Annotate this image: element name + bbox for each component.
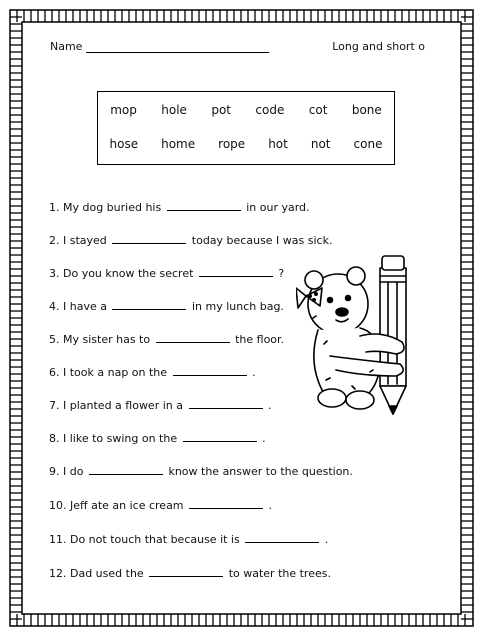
question-text: 4. I have a xyxy=(49,300,107,313)
question-text-end: the floor. xyxy=(235,333,285,346)
name-label: Name xyxy=(50,40,83,53)
word-bank-word: not xyxy=(310,137,331,151)
answer-blank[interactable] xyxy=(245,532,319,543)
word-bank-word: cone xyxy=(353,137,383,151)
word-bank-word: hose xyxy=(109,137,139,151)
word-bank-word: cot xyxy=(308,103,328,117)
word-bank-word: pot xyxy=(211,103,232,117)
answer-blank[interactable] xyxy=(89,464,163,475)
answer-blank[interactable] xyxy=(149,566,223,577)
question-text: 3. Do you know the secret xyxy=(49,267,194,280)
question-3 xyxy=(49,266,284,280)
word-bank xyxy=(97,91,395,165)
question-text: 12. Dad used the xyxy=(49,567,144,580)
question-text-end: . xyxy=(324,533,329,546)
answer-blank[interactable] xyxy=(199,266,273,277)
question-text: 7. I planted a flower in a xyxy=(49,399,183,412)
question-text: 1. My dog buried his xyxy=(49,201,162,214)
word-bank-row-2 xyxy=(98,137,394,151)
question-12 xyxy=(49,566,331,580)
word-bank-word: rope xyxy=(218,137,246,151)
question-text-end: to water the trees. xyxy=(228,567,331,580)
question-text: 11. Do not touch that because it is xyxy=(49,533,240,546)
question-6 xyxy=(49,365,256,379)
question-9 xyxy=(49,464,353,478)
word-bank-row-1 xyxy=(98,103,394,117)
question-text: 5. My sister has to xyxy=(49,333,151,346)
question-text-end: ? xyxy=(278,267,285,280)
question-10 xyxy=(49,498,272,512)
word-bank-word: bone xyxy=(351,103,382,117)
question-text: 10. Jeff ate an ice cream xyxy=(49,499,184,512)
word-bank-word: hot xyxy=(268,137,288,151)
answer-blank[interactable] xyxy=(173,365,247,376)
question-5 xyxy=(49,332,284,346)
answer-blank[interactable] xyxy=(156,332,230,343)
answer-blank[interactable] xyxy=(189,398,263,409)
question-text-end: know the answer to the question. xyxy=(168,465,353,478)
question-text-end: today because I was sick. xyxy=(191,234,333,247)
question-7 xyxy=(49,398,272,412)
question-4 xyxy=(49,299,284,313)
answer-blank[interactable] xyxy=(112,233,186,244)
word-bank-word: home xyxy=(161,137,196,151)
question-text: 9. I do xyxy=(49,465,84,478)
question-text-end: . xyxy=(262,432,266,445)
question-text: 8. I like to swing on the xyxy=(49,432,178,445)
question-text: 2. I stayed xyxy=(49,234,107,247)
question-text-end: . xyxy=(268,499,273,512)
question-text: 6. I took a nap on the xyxy=(49,366,168,379)
question-text-end: in our yard. xyxy=(246,201,310,214)
name-field-line[interactable] xyxy=(86,52,269,53)
question-text-end: . xyxy=(252,366,256,379)
word-bank-word: hole xyxy=(161,103,187,117)
bear-with-pencil-icon xyxy=(296,252,431,422)
answer-blank[interactable] xyxy=(112,299,186,310)
worksheet-title: Long and short o xyxy=(332,40,425,53)
word-bank-word: code xyxy=(255,103,285,117)
answer-blank[interactable] xyxy=(183,431,257,442)
question-2 xyxy=(49,233,332,247)
question-1 xyxy=(49,200,310,214)
question-text-end: in my lunch bag. xyxy=(191,300,284,313)
question-11 xyxy=(49,532,328,546)
question-text-end: . xyxy=(268,399,272,412)
answer-blank[interactable] xyxy=(167,200,241,211)
answer-blank[interactable] xyxy=(189,498,263,509)
question-8 xyxy=(49,431,266,445)
word-bank-word: mop xyxy=(110,103,137,117)
